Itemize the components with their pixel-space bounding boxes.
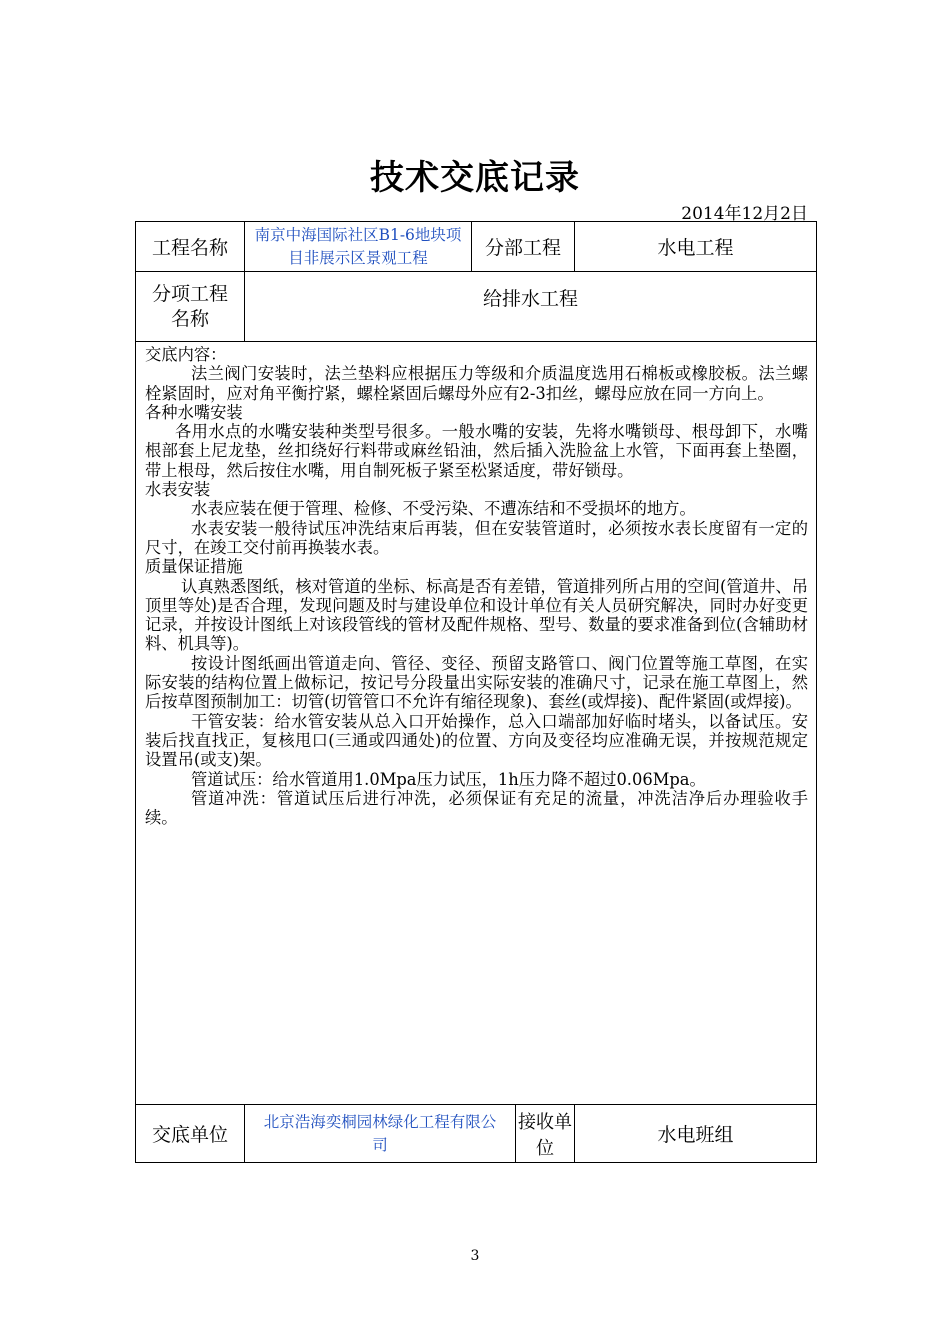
- project-name-value: 南京中海国际社区B1-6地块项目非展示区景观工程: [245, 222, 472, 272]
- project-name-label: 工程名称: [136, 222, 245, 272]
- subitem-label: 分项工程名称: [136, 272, 245, 342]
- content-paragraph: 干管安装：给水管安装从总入口开始操作，总入口端部加好临时堵头，以备试压。安装后找直找正，复核甩口(三通或四通处)的位置、方向及变径均应准确无误，并按规范规定设置吊(或支)架。: [145, 711, 809, 770]
- record-table: [135, 221, 817, 1163]
- issuer-label: 交底单位: [136, 1105, 245, 1163]
- division-value: 水电工程: [575, 222, 817, 272]
- content-paragraph: 水表安装一般待试压冲洗结束后再装，但在安装管道时，必须按水表长度留有一定的尺寸，在竣工交付前再换装水表。: [145, 518, 809, 557]
- project-row: [136, 222, 817, 272]
- disclosure-content: [136, 342, 817, 1105]
- signature-row: [136, 1105, 817, 1163]
- page-number: 3: [470, 1248, 480, 1264]
- division-label: 分部工程: [472, 222, 575, 272]
- subitem-value: 给排水工程: [245, 272, 817, 342]
- section-heading-meter: 水表安装: [145, 480, 211, 500]
- document-title: 技术交底记录: [370, 158, 580, 198]
- section-heading-quality: 质量保证措施: [145, 557, 243, 577]
- content-paragraph: 管道试压：给水管道用1.0Mpa压力试压，1h压力降不超过0.06Mpa。: [191, 769, 706, 789]
- content-paragraph: 认真熟悉图纸，核对管道的坐标、标高是否有差错，管道排列所占用的空间(管道井、吊顶里等处)是否合理，发现问题及时与建设单位和设计单位有关人员研究解决，同时办好变更记录，并按设计图纸上对该段管线的管材及配件规格、型号、数量的要求准备到位(含辅助材料、机具等)。: [145, 576, 809, 654]
- receiver-label: 接收单位: [516, 1105, 575, 1163]
- content-heading: 交底内容：: [145, 345, 227, 364]
- document-date: 2014年12月2日: [681, 204, 808, 224]
- content-row: [136, 342, 817, 1105]
- content-paragraph: 水表应装在便于管理、检修、不受污染、不遭冻结和不受损坏的地方。: [191, 499, 696, 519]
- content-paragraph: 按设计图纸画出管道走向、管径、变径、预留支路管口、阀门位置等施工草图，在实际安装的结构位置上做标记，按记号分段量出实际安装的准确尺寸，记录在施工草图上，然后按草图预制加工：切管(切管管口不允许有缩径现象)、套丝(或焊接)、配件紧固(或焊接)。: [145, 653, 809, 712]
- content-paragraph: 各用水点的水嘴安装种类型号很多。一般水嘴的安装，先将水嘴锁母、根母卸下，水嘴根部套上尼龙垫，丝扣绕好行料带或麻丝铅油，然后插入洗脸盆上水管，下面再套上垫圈，带上根母，然后按住水嘴，用自制死板子紧至松紧适度，带好锁母。: [145, 422, 809, 480]
- subitem-row: [136, 272, 817, 342]
- content-paragraph: 管道冲洗：管道试压后进行冲洗，必须保证有充足的流量，冲洗洁净后办理验收手续。: [145, 788, 809, 828]
- issuer-value: 北京浩海奕桐园林绿化工程有限公司: [245, 1105, 516, 1163]
- content-paragraph: 法兰阀门安装时，法兰垫料应根据压力等级和介质温度选用石棉板或橡胶板。法兰螺栓紧固时，应对角平衡拧紧，螺栓紧固后螺母外应有2-3扣丝，螺母应放在同一方向上。: [145, 364, 809, 403]
- section-heading-faucet: 各种水嘴安装: [145, 402, 243, 422]
- receiver-value: 水电班组: [575, 1105, 817, 1163]
